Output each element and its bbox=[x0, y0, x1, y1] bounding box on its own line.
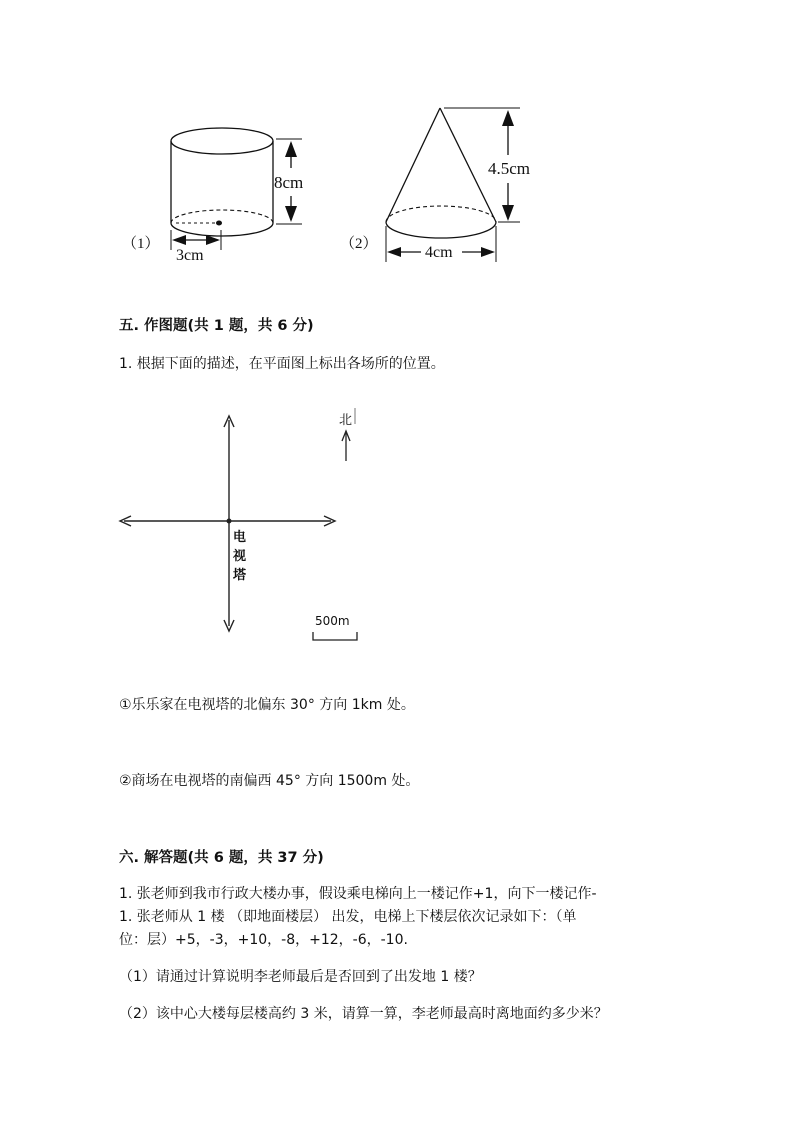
statement-mall: ②商场在电视塔的南偏西 45° 方向 1500m 处。 bbox=[119, 773, 420, 789]
statement-home: ①乐乐家在电视塔的北偏东 30° 方向 1km 处。 bbox=[119, 697, 415, 713]
q1-line-3: 位：层）+5，-3，+10，-8，+12，-6，-10. bbox=[119, 932, 408, 948]
tv-tower-label: 电视塔 bbox=[233, 530, 247, 583]
sub-question-2: （2）该中心大楼每层楼高约 3 米，请算一算，李老师最高时离地面约多少米？ bbox=[119, 1006, 608, 1022]
sub-question-1: （1）请通过计算说明李老师最后是否回到了出发地 1 楼？ bbox=[119, 969, 482, 985]
north-label: 北 bbox=[339, 413, 353, 428]
cylinder-radius-label: 3cm bbox=[176, 247, 204, 264]
section6-title: 六. 解答题(共 6 题，共 37 分) bbox=[119, 850, 324, 866]
cone-index-label: （2） bbox=[340, 236, 378, 252]
q1-line-1: 1. 张老师到我市行政大楼办事，假设乘电梯向上一楼记作+1，向下一楼记作- bbox=[119, 886, 597, 902]
cone-height-label: 4.5cm bbox=[488, 159, 531, 178]
cylinder-index-label: （1） bbox=[122, 236, 160, 252]
q1-line-2: 1. 张老师从 1 楼 （即地面楼层） 出发，电梯上下楼层依次记录如下：（单 bbox=[119, 909, 577, 925]
cone-diameter-label: 4cm bbox=[425, 244, 453, 261]
section5-question: 1. 根据下面的描述，在平面图上标出各场所的位置。 bbox=[119, 356, 445, 372]
section5-title: 五. 作图题(共 1 题，共 6 分) bbox=[119, 318, 314, 334]
scale-label: 500m bbox=[315, 614, 350, 628]
q1-text bbox=[119, 883, 679, 952]
cylinder-height-label: 8cm bbox=[274, 173, 304, 192]
